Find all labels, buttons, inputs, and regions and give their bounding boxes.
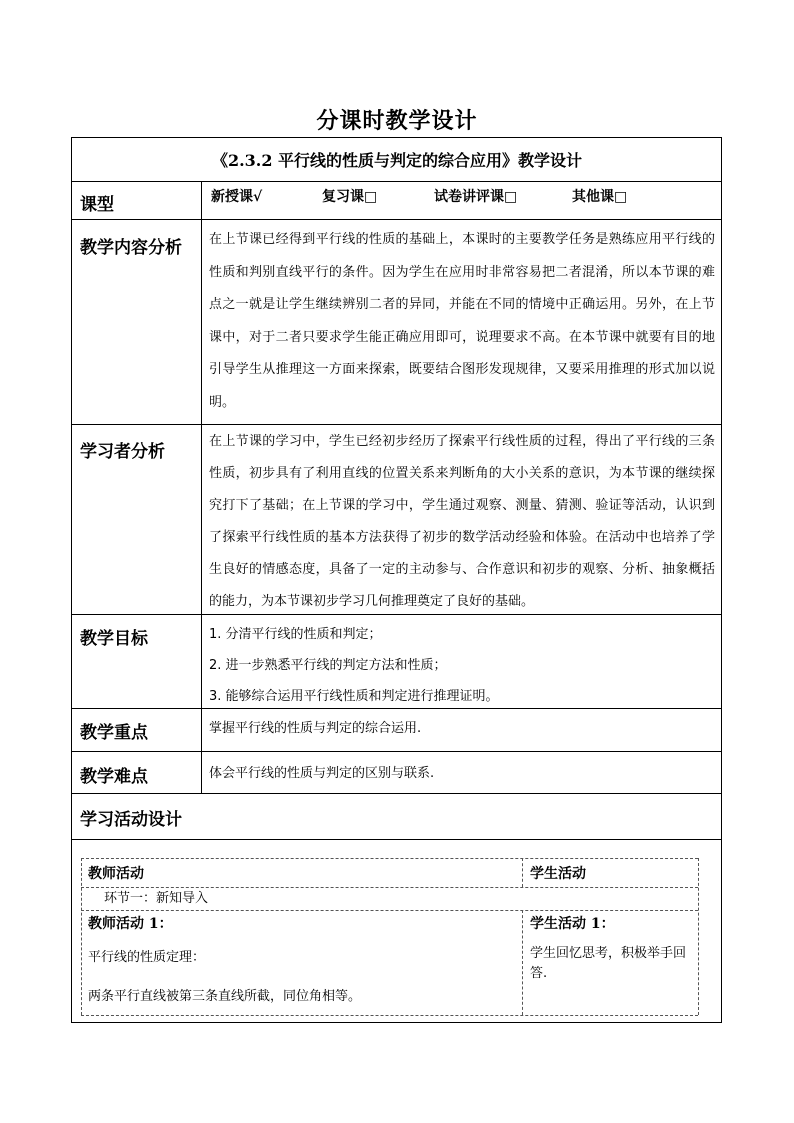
student-activity-header: 学生活动 bbox=[530, 866, 586, 882]
row-divider bbox=[71, 793, 722, 794]
course-type-review: 复习课□ bbox=[322, 189, 378, 205]
learner-analysis-text: 在上节课的学习中，学生已经初步经历了探索平行线性质的过程，得出了平行线的三条性质，初步具有了利用直线的位置关系来判断角的大小关系的意识，为本节课的继续探究打下了基础；在上节课的学习中，学生通过观察、测量、猜测、验证等活动，认识到了探索平行线性质的基本方法获得了初步的数学活动经验和体验。在活动中也培养了学生良好的情感态度，具备了一定的主动参与、合作意识和初步的观察、分析、抽象概括的能力，为本节课初步学习几何推理奠定了良好的基础。 bbox=[209, 434, 715, 609]
course-type-new: 新授课√ bbox=[211, 189, 263, 205]
learner-analysis-label: 学习者分析 bbox=[80, 442, 165, 462]
teacher-activity-line: 平行线的性质定理： bbox=[88, 950, 206, 965]
objectives-label: 教学目标 bbox=[80, 629, 148, 649]
dashed-divider bbox=[81, 858, 82, 1015]
course-type-label: 课型 bbox=[80, 195, 114, 215]
course-type-exam-review: 试卷讲评课□ bbox=[434, 189, 518, 205]
key-points-label: 教学重点 bbox=[80, 723, 148, 743]
column-divider bbox=[201, 181, 202, 793]
row-divider bbox=[71, 424, 722, 425]
objective-item: 2. 进一步熟悉平行线的判定方法和性质； bbox=[209, 658, 447, 673]
row-divider bbox=[71, 181, 722, 182]
difficulties-text: 体会平行线的性质与判定的区别与联系. bbox=[209, 766, 435, 781]
teacher-activity-title: 教师活动 1： bbox=[88, 916, 173, 932]
course-type-other: 其他课□ bbox=[572, 189, 628, 205]
key-points-text: 掌握平行线的性质与判定的综合运用. bbox=[209, 721, 422, 736]
dashed-divider bbox=[81, 910, 698, 911]
row-divider bbox=[71, 839, 722, 840]
dashed-divider bbox=[81, 887, 698, 888]
dashed-divider bbox=[698, 858, 699, 1015]
dashed-divider bbox=[522, 858, 523, 887]
content-analysis-text: 在上节课已经得到平行线的性质的基础上，本课时的主要教学任务是熟练应用平行线的性质和判别直线平行的条件。因为学生在应用时非常容易把二者混淆，所以本节课的难点之一就是让学生继续辨别二者的异同，并能在不同的情境中正确运用。另外，在上节课中，对于二者只要求学生能正确应用即可，说理要求不高。在本节课中就要有目的地引导学生从推理这一方面来探索，既要结合图形发现规律，又要采用推理的形式加以说明。 bbox=[209, 232, 715, 410]
student-activity-title: 学生活动 1： bbox=[530, 916, 615, 932]
objective-item: 3. 能够综合运用平行线性质和判定进行推理证明。 bbox=[209, 689, 499, 704]
row-divider bbox=[71, 219, 722, 220]
dashed-divider bbox=[522, 910, 523, 1015]
student-activity-text: 学生回忆思考，积极举手回答. bbox=[530, 946, 687, 981]
activity-design-label: 学习活动设计 bbox=[80, 810, 182, 830]
lesson-title: 《2.3.2 平行线的性质与判定的综合应用》教学设计 bbox=[211, 151, 583, 170]
dashed-divider bbox=[81, 858, 698, 859]
row-divider bbox=[71, 751, 722, 752]
dashed-divider bbox=[81, 1015, 698, 1016]
teacher-activity-header: 教师活动 bbox=[88, 866, 144, 882]
content-analysis-label: 教学内容分析 bbox=[80, 238, 182, 258]
teacher-activity-line: 两条平行直线被第三条直线所截，同位角相等。 bbox=[88, 989, 362, 1004]
row-divider bbox=[71, 708, 722, 709]
page-title: 分课时教学设计 bbox=[316, 108, 478, 134]
section-title: 环节一：新知导入 bbox=[104, 891, 209, 906]
objective-item: 1. 分清平行线的性质和判定； bbox=[209, 627, 382, 642]
difficulties-label: 教学难点 bbox=[80, 767, 148, 787]
